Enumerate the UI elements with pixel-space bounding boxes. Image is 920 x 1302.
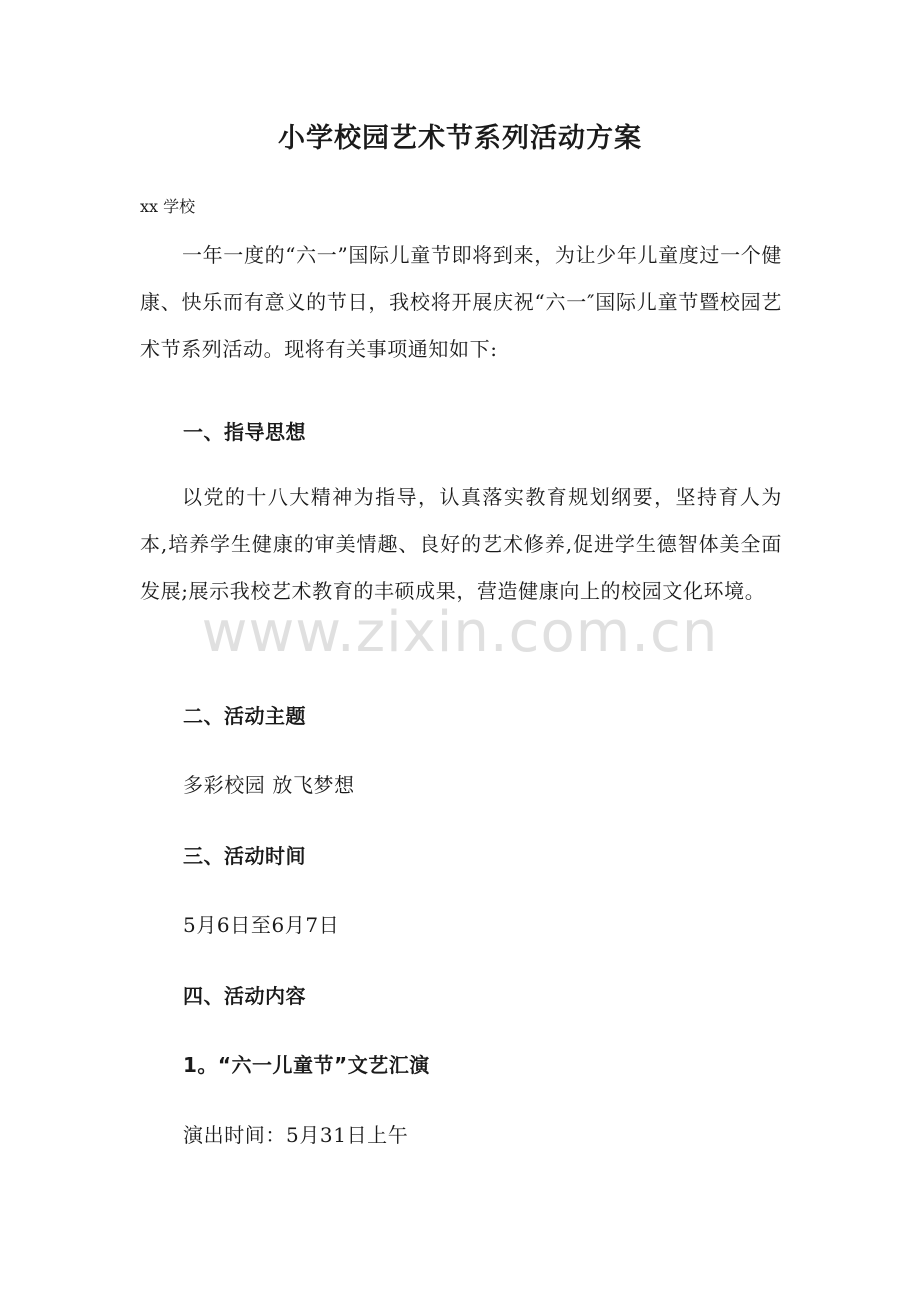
section-heading-theme: 二、活动主题	[183, 704, 306, 728]
school-name: xx 学校	[140, 197, 196, 216]
theme-text: 多彩校园 放飞梦想	[183, 773, 355, 797]
intro-paragraph: 一年一度的“六一”国际儿童节即将到来，为让少年儿童度过一个健康、快乐而有意义的节日，我校将开展庆祝“六一″国际儿童节暨校园艺术节系列活动。现将有关事项通知如下:	[140, 243, 782, 361]
content-item-1-time: 演出时间：5月31日上午	[183, 1123, 409, 1147]
guiding-thought-paragraph: 以党的十八大精神为指导，认真落实教育规划纲要，坚持育人为本,培养学生健康的审美情趣、良好的艺术修养,促进学生德智体美全面发展;展示我校艺术教育的丰硕成果，营造健康向上的校园文化环境。	[140, 485, 782, 603]
section-heading-content: 四、活动内容	[183, 984, 306, 1008]
content-item-1-heading: 1。“六一儿童节”文艺汇演	[183, 1053, 430, 1077]
watermark: www.zixin.com.cn	[201, 600, 719, 665]
section-heading-time: 三、活动时间	[183, 844, 306, 868]
document-title: 小学校园艺术节系列活动方案	[278, 123, 642, 154]
section-heading-guiding-thought: 一、指导思想	[183, 420, 306, 444]
activity-time-text: 5月6日至6月7日	[183, 913, 340, 937]
